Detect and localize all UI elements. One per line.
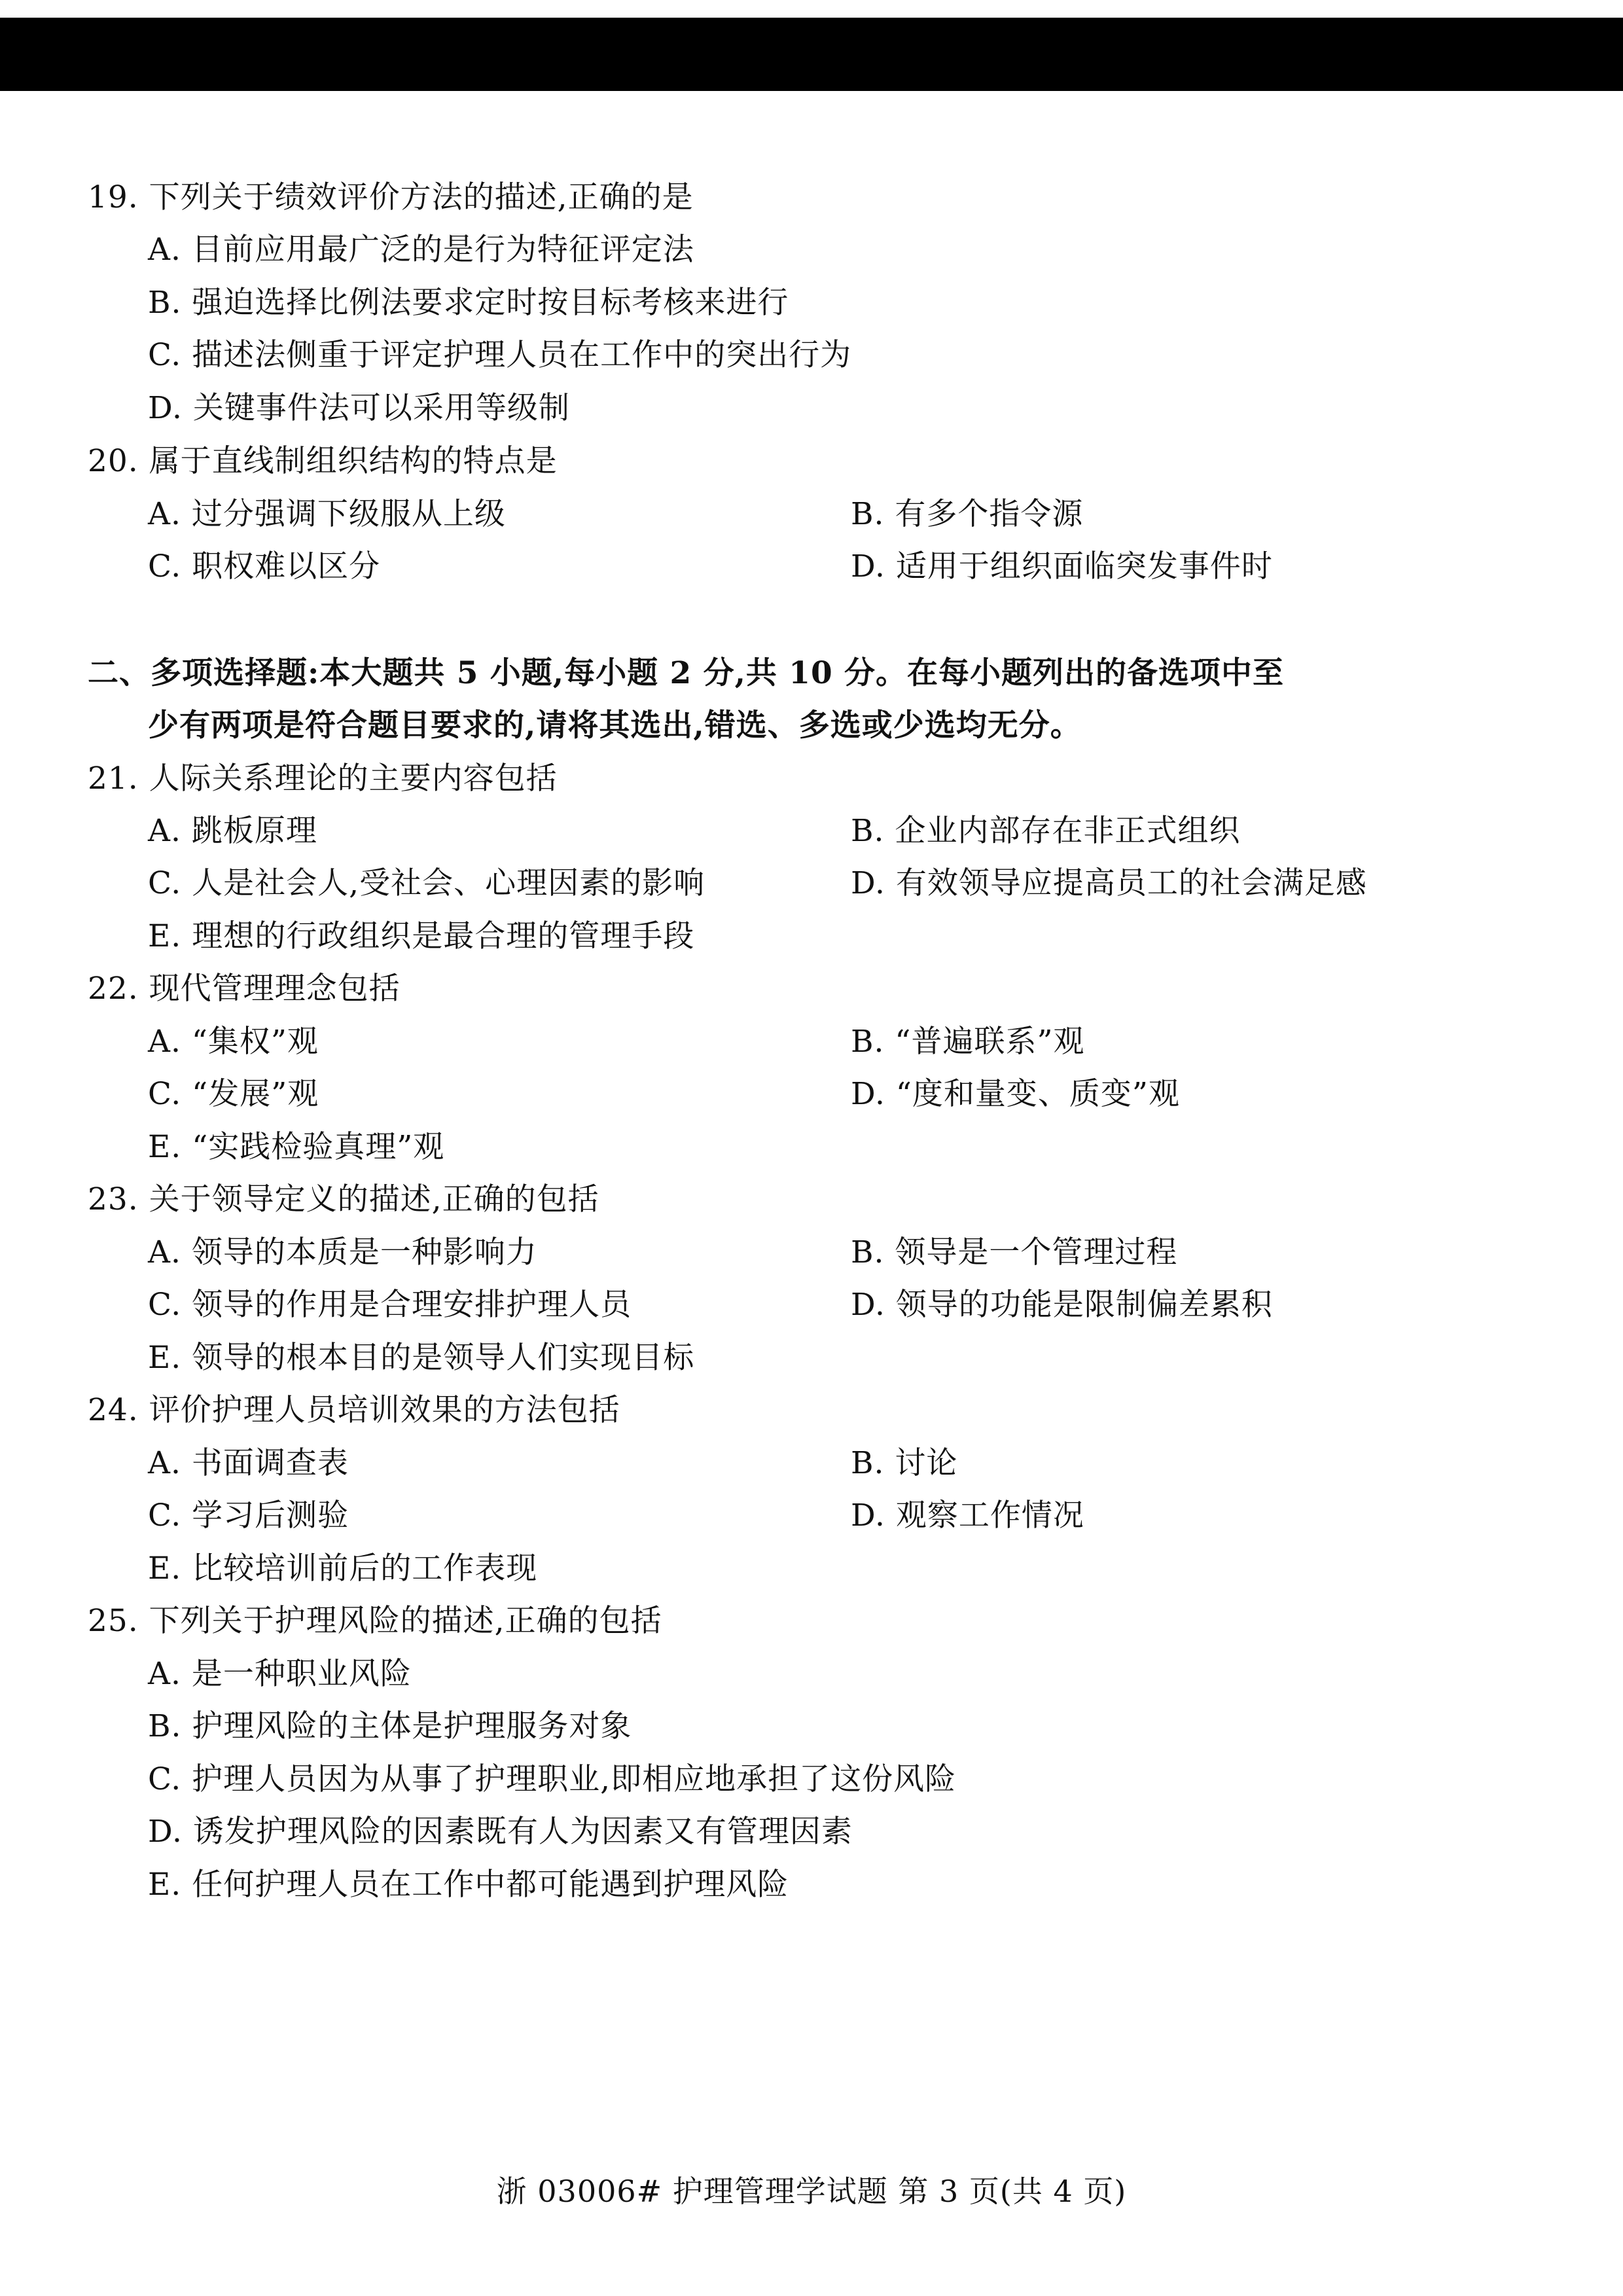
- question-22-option-c: C. “发展”观: [148, 1076, 319, 1112]
- question-21-option-b: B. 企业内部存在非正式组织: [851, 813, 1241, 849]
- question-25-option-a: A. 是一种职业风险: [148, 1656, 412, 1692]
- question-21-stem: 21. 人际关系理论的主要内容包括: [88, 761, 558, 797]
- section-2-heading-line2: 少有两项是符合题目要求的,请将其选出,错选、多选或少选均无分。: [148, 708, 1082, 744]
- question-19-option-c: C. 描述法侧重于评定护理人员在工作中的突出行为: [148, 337, 852, 373]
- question-23-option-a: A. 领导的本质是一种影响力: [148, 1234, 537, 1270]
- question-22-option-a: A. “集权”观: [148, 1024, 319, 1060]
- question-21-option-c: C. 人是社会人,受社会、心理因素的影响: [148, 865, 705, 901]
- question-21-option-a: A. 跳板原理: [148, 813, 317, 849]
- question-20-option-c: C. 职权难以区分: [148, 548, 381, 584]
- question-22-option-b: B. “普遍联系”观: [851, 1024, 1085, 1060]
- question-23-option-c: C. 领导的作用是合理安排护理人员: [148, 1287, 632, 1323]
- question-24-stem: 24. 评价护理人员培训效果的方法包括: [88, 1392, 620, 1428]
- question-25-option-c: C. 护理人员因为从事了护理职业,即相应地承担了这份风险: [148, 1761, 957, 1797]
- question-23-option-d: D. 领导的功能是限制偏差累积: [851, 1287, 1273, 1323]
- question-23-option-e: E. 领导的根本目的是领导人们实现目标: [148, 1340, 695, 1376]
- question-21-option-d: D. 有效领导应提高员工的社会满足感: [851, 865, 1367, 901]
- question-25-option-e: E. 任何护理人员在工作中都可能遇到护理风险: [148, 1867, 789, 1903]
- scan-header-bar: [0, 18, 1623, 91]
- question-24-option-d: D. 观察工作情况: [851, 1498, 1084, 1534]
- question-19-option-b: B. 强迫选择比例法要求定时按目标考核来进行: [148, 285, 789, 321]
- question-19-option-d: D. 关键事件法可以采用等级制: [148, 390, 570, 426]
- question-21-option-e: E. 理想的行政组织是最合理的管理手段: [148, 918, 695, 954]
- question-19-stem: 19. 下列关于绩效评价方法的描述,正确的是: [88, 179, 694, 215]
- question-23-stem: 23. 关于领导定义的描述,正确的包括: [88, 1181, 599, 1217]
- question-23-option-b: B. 领导是一个管理过程: [851, 1234, 1178, 1270]
- question-25-option-b: B. 护理风险的主体是护理服务对象: [148, 1708, 632, 1744]
- question-22-option-d: D. “度和量变、质变”观: [851, 1076, 1180, 1112]
- section-2-heading-line1: 二、多项选择题:本大题共 5 小题,每小题 2 分,共 10 分。在每小题列出的备选项中至: [88, 655, 1285, 691]
- question-22-option-e: E. “实践检验真理”观: [148, 1129, 445, 1165]
- question-25-option-d: D. 诱发护理风险的因素既有人为因素又有管理因素: [148, 1814, 853, 1850]
- question-20-option-d: D. 适用于组织面临突发事件时: [851, 548, 1273, 584]
- question-24-option-e: E. 比较培训前后的工作表现: [148, 1551, 538, 1587]
- question-19-option-a: A. 目前应用最广泛的是行为特征评定法: [148, 232, 694, 268]
- question-25-stem: 25. 下列关于护理风险的描述,正确的包括: [88, 1603, 662, 1639]
- question-24-option-c: C. 学习后测验: [148, 1498, 349, 1534]
- question-20-stem: 20. 属于直线制组织结构的特点是: [88, 443, 558, 479]
- question-24-option-b: B. 讨论: [851, 1445, 958, 1481]
- question-22-stem: 22. 现代管理理念包括: [88, 971, 401, 1007]
- question-20-option-b: B. 有多个指令源: [851, 496, 1084, 532]
- page-footer: 浙 03006# 护理管理学试题 第 3 页(共 4 页): [496, 2174, 1127, 2209]
- question-20-option-a: A. 过分强调下级服从上级: [148, 496, 506, 532]
- question-24-option-a: A. 书面调查表: [148, 1445, 349, 1481]
